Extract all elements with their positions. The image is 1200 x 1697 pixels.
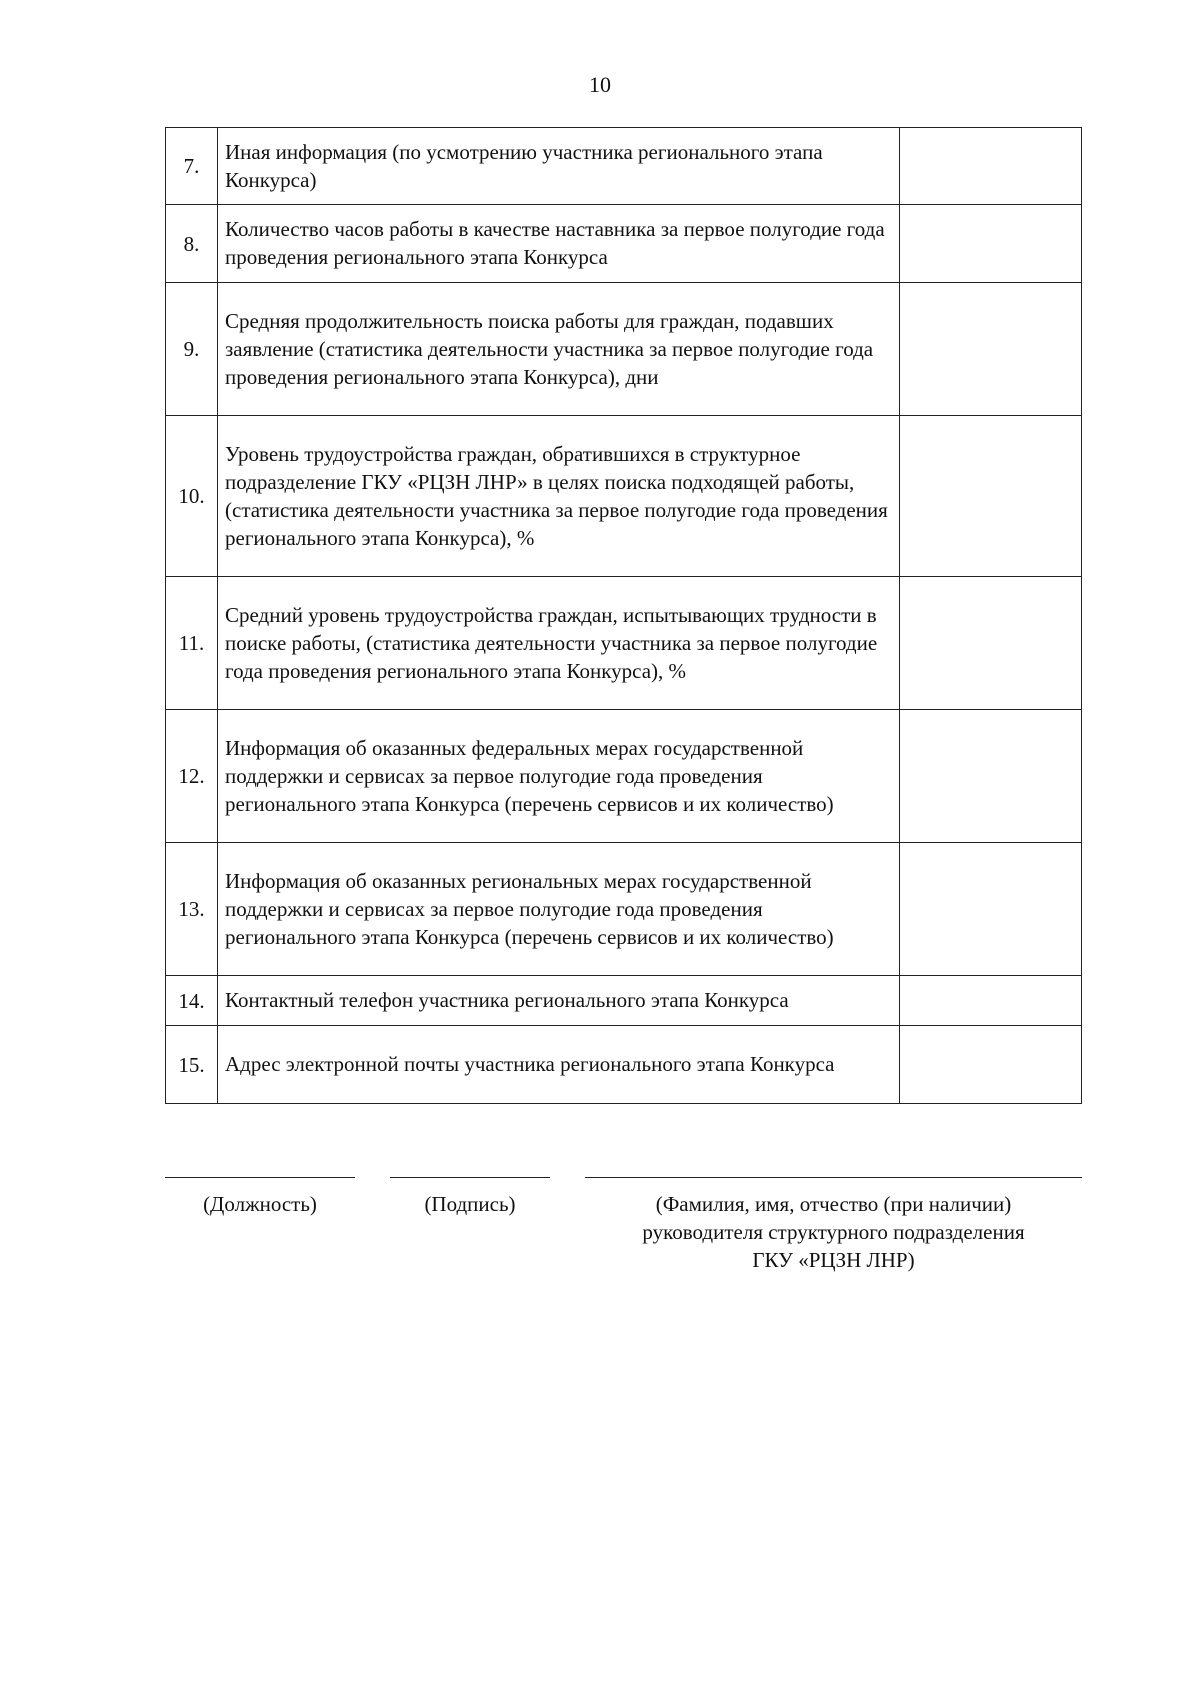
table-row (166, 976, 1082, 1026)
row-value-cell[interactable] (900, 1026, 1082, 1104)
position-label: (Должность) (203, 1192, 317, 1216)
table-row (166, 577, 1082, 710)
row-description: Информация об оказанных региональных мерах государственной поддержки и сервисах за первое полугодие года проведения регионального этапа Конкурса (перечень сервисов и их количество) (218, 843, 900, 976)
row-value-cell[interactable] (900, 205, 1082, 283)
table-row (166, 710, 1082, 843)
row-value-cell[interactable] (900, 416, 1082, 577)
row-number: 13. (166, 843, 218, 976)
table-row (166, 128, 1082, 205)
row-value-cell[interactable] (900, 976, 1082, 1026)
full-name-line[interactable] (585, 1177, 1082, 1178)
signature-caption (390, 1190, 550, 1218)
questionnaire-table (165, 127, 1082, 1104)
table-row (166, 205, 1082, 283)
row-value-cell[interactable] (900, 577, 1082, 710)
row-number: 8. (166, 205, 218, 283)
row-number: 14. (166, 976, 218, 1026)
table-row (166, 283, 1082, 416)
row-number: 11. (166, 577, 218, 710)
row-number: 15. (166, 1026, 218, 1104)
row-description: Иная информация (по усмотрению участника регионального этапа Конкурса) (218, 128, 900, 205)
row-value-cell[interactable] (900, 283, 1082, 416)
row-description: Средний уровень трудоустройства граждан, испытывающих трудности в поиске работы, (статистика деятельности участника за первое полугодие года проведения регионального этапа Конкурса), % (218, 577, 900, 710)
page-number: 10 (589, 72, 611, 97)
signature-line[interactable] (390, 1177, 550, 1178)
row-number: 12. (166, 710, 218, 843)
row-description: Уровень трудоустройства граждан, обратившихся в структурное подразделение ГКУ «РЦЗН ЛНР» в целях поиска подходящей работы, (статистика деятельности участника за первое полугодие года проведения регионального этапа Конкурса), % (218, 416, 900, 577)
row-description: Количество часов работы в качестве наставника за первое полугодие года проведения регионального этапа Конкурса (218, 205, 900, 283)
signature-label: (Подпись) (424, 1192, 516, 1216)
full-name-label-line: руководителя структурного подразделения (642, 1220, 1025, 1244)
row-number: 10. (166, 416, 218, 577)
position-caption (165, 1190, 355, 1218)
row-value-cell[interactable] (900, 128, 1082, 205)
row-number: 9. (166, 283, 218, 416)
row-description: Средняя продолжительность поиска работы для граждан, подавших заявление (статистика деятельности участника за первое полугодие года проведения регионального этапа Конкурса), дни (218, 283, 900, 416)
table-row (166, 843, 1082, 976)
full-name-label-line: (Фамилия, имя, отчество (при наличии) (655, 1192, 1012, 1216)
full-name-caption (585, 1190, 1082, 1274)
position-line[interactable] (165, 1177, 355, 1178)
full-name-label-line: ГКУ «РЦЗН ЛНР) (752, 1248, 915, 1272)
table-row (166, 1026, 1082, 1104)
row-description: Контактный телефон участника регионального этапа Конкурса (218, 976, 900, 1026)
row-value-cell[interactable] (900, 710, 1082, 843)
table-row (166, 416, 1082, 577)
row-description: Информация об оказанных федеральных мерах государственной поддержки и сервисах за первое полугодие года проведения регионального этапа Конкурса (перечень сервисов и их количество) (218, 710, 900, 843)
row-value-cell[interactable] (900, 843, 1082, 976)
row-description: Адрес электронной почты участника регионального этапа Конкурса (218, 1026, 900, 1104)
row-number: 7. (166, 128, 218, 205)
